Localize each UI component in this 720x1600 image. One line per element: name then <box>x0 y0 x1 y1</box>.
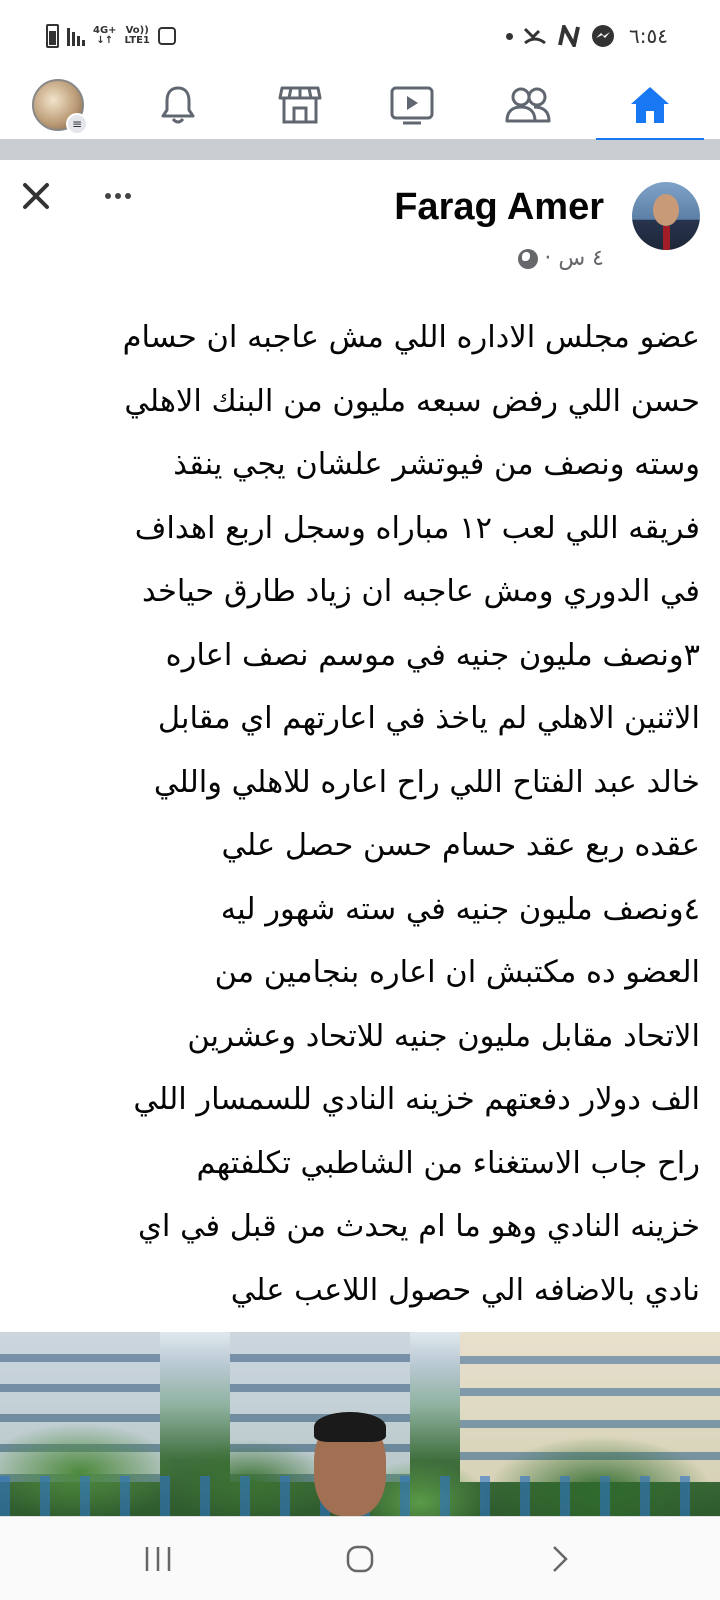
network-type: 4G+ <box>93 25 117 36</box>
post-text <box>18 306 700 1386</box>
post-line: حسن اللي رفض سبعه مليون من البنك الاهلي <box>124 383 700 419</box>
section-divider <box>0 140 720 160</box>
close-icon <box>21 181 51 211</box>
post-line: ٤ونصف مليون جنيه في سته شهور ليه <box>220 891 700 927</box>
nav-home[interactable] <box>596 70 704 140</box>
home-circle-icon <box>345 1544 375 1574</box>
notification-dot-icon <box>506 33 513 40</box>
recent-apps-button[interactable] <box>98 1517 218 1600</box>
marketplace-icon <box>278 84 322 126</box>
more-dot-icon <box>125 193 131 199</box>
recent-apps-icon <box>143 1545 173 1573</box>
battery-icon <box>46 24 59 48</box>
post-header <box>0 160 720 280</box>
post-line: العضو ده مكتبش ان اعاره بنجامين من <box>214 955 700 990</box>
video-play-icon <box>389 85 435 125</box>
post-line: الاتحاد مقابل مليون جنيه للاتحاد وعشرين <box>187 1018 700 1054</box>
post-photo[interactable] <box>0 1332 720 1516</box>
post-line: وسته ونصف من فيوتشر علشان يجي ينقذ <box>173 447 700 482</box>
author-name[interactable]: Farag Amer <box>394 186 604 228</box>
missed-call-icon <box>523 25 547 47</box>
lte-label: LTE1 <box>124 35 150 46</box>
post-line: خزينه النادي وهو ما ام يحدث من قبل في اي <box>138 1209 700 1244</box>
author-face <box>653 194 679 226</box>
post-line: الف دولار دفعتهم خزينه النادي للسمسار اللي <box>133 1082 700 1117</box>
status-right <box>506 24 668 48</box>
post-meta <box>518 246 604 271</box>
top-nav <box>0 70 720 140</box>
more-dot-icon <box>105 193 111 199</box>
nav-watch[interactable] <box>362 70 462 140</box>
clock: ٦:٥٤ <box>629 24 668 48</box>
post-line: ٣ونصف مليون جنيه في موسم نصف اعاره <box>165 637 700 673</box>
post-line: فريقه اللي لعب ١٢ مباراه وسجل اربع اهداف <box>134 510 700 546</box>
sim-icon <box>158 27 176 45</box>
nav-marketplace[interactable] <box>250 70 350 140</box>
status-bar <box>0 0 720 70</box>
back-button[interactable] <box>500 1517 620 1600</box>
close-button[interactable] <box>18 178 54 214</box>
app-n-icon <box>557 25 581 47</box>
post-line: نادي بالاضافه الي حصول اللاعب علي <box>230 1272 700 1308</box>
globe-icon <box>518 249 538 269</box>
status-left <box>46 24 176 48</box>
system-nav-bar <box>0 1516 720 1600</box>
menu-icon: ≡ <box>66 113 88 135</box>
post-line: في الدوري ومش عاجبه ان زياد طارق حياخد <box>142 574 700 609</box>
network-indicator <box>93 26 117 46</box>
home-system-button[interactable] <box>300 1517 420 1600</box>
groups-icon <box>504 85 552 125</box>
messenger-icon <box>591 24 615 48</box>
more-dot-icon <box>115 193 121 199</box>
signal-icon <box>67 26 85 46</box>
post-time[interactable]: ٤ س · <box>544 246 604 271</box>
more-options-button[interactable] <box>96 178 140 214</box>
post-line: الاثنين الاهلي لم ياخذ في اعارتهم اي مقابل <box>157 701 700 736</box>
nav-notifications[interactable] <box>128 70 228 140</box>
chevron-right-icon <box>549 1544 571 1574</box>
nav-groups[interactable] <box>478 70 578 140</box>
post-line: عقده ربع عقد حسام حسن حصل علي <box>221 828 700 863</box>
home-icon <box>628 84 672 126</box>
volte-indicator <box>125 26 150 46</box>
person-hair <box>314 1412 386 1442</box>
author-avatar[interactable] <box>632 182 700 250</box>
volte-label: Vo)) <box>125 25 149 36</box>
network-arrows: ↓↑ <box>96 35 114 46</box>
bell-icon <box>158 84 198 126</box>
post-line: عضو مجلس الاداره اللي مش عاجبه ان حسام <box>122 320 700 355</box>
profile-avatar <box>32 79 84 131</box>
author-tie <box>663 226 670 250</box>
nav-profile-menu[interactable] <box>8 70 108 140</box>
post-line: راح جاب الاستغناء من الشاطبي تكلفتهم <box>196 1145 700 1181</box>
post-line: خالد عبد الفتاح اللي راح اعاره للاهلي واللي <box>153 764 700 800</box>
